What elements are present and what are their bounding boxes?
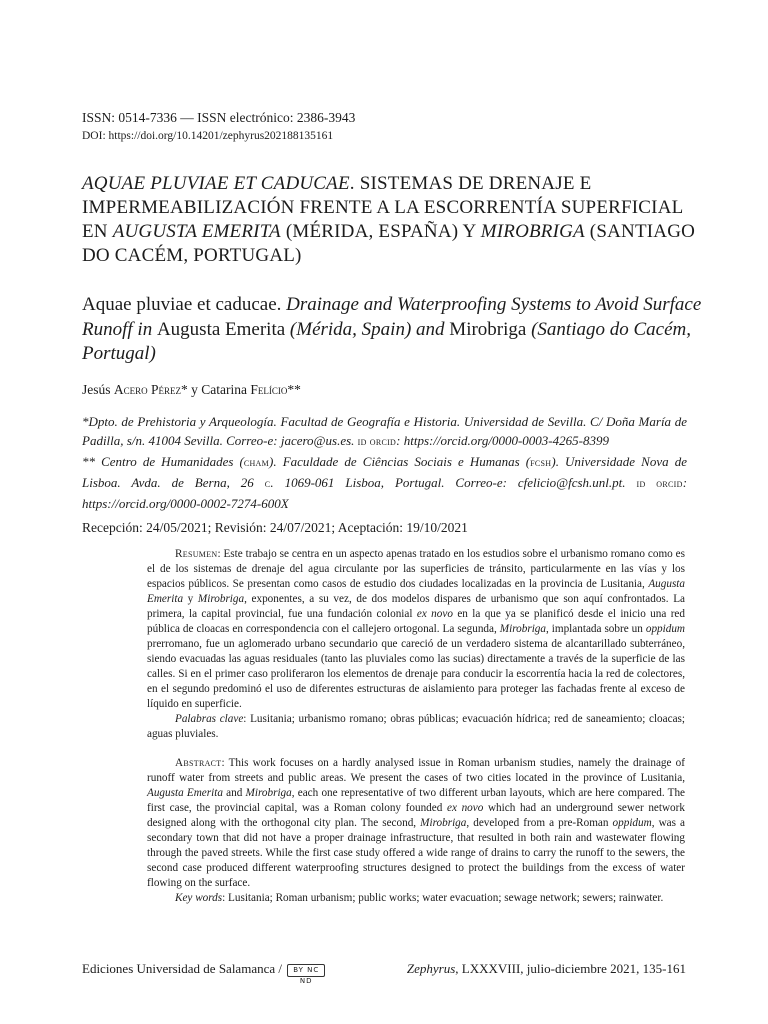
- abstract-paragraph: [147, 756, 685, 891]
- title-en-part: (Santiago do Cacém, Portugal): [82, 318, 691, 364]
- spanish-title: [82, 172, 702, 268]
- resumen-text: en la que ya se planificó desde el inicio una red pública de cloacas en correspondencia con el callejero ortogonal. La segunda,: [147, 608, 685, 635]
- author1-first: Jesús: [82, 382, 114, 397]
- palabras-clave-heading: Palabras clave: [175, 713, 244, 725]
- abstract-italic: oppidum: [612, 817, 652, 829]
- affiliation-2-text: ). Faculdade de Ciências Sociais e Humanas (: [269, 454, 531, 469]
- title-es-latin: AQUAE PLUVIAE ET CADUCAE: [82, 173, 350, 194]
- abstract-heading: Abstract: [175, 757, 222, 769]
- title-es-city2: MIROBRIGA: [480, 221, 585, 242]
- english-title: [82, 293, 702, 367]
- publisher-footer: [82, 961, 325, 985]
- publisher-name: Ediciones Universidad de Salamanca /: [82, 961, 286, 976]
- resumen-text: : Este trabajo se centra en un aspecto apenas tratado en los estudios sobre el urbanismo romano como es el de los sistemas de drenaje del agua circulante por las superficies de tránsito, particularmente en las vías y los espacios públicos. Se presentan como casos de estudio dos ciudades localizadas en la provincia de Lusitania,: [147, 548, 685, 590]
- title-en-part: Drainage and Waterproofing Systems to Avoid Surface Runoff in: [82, 294, 702, 340]
- palabras-clave: [147, 712, 685, 742]
- abstracts: [147, 547, 685, 906]
- key-words-heading: Key words: [175, 892, 223, 904]
- abstract-text: : This work focuses on a hardly analysed issue in Roman urbanism studies, namely the drainage of runoff water from streets and public areas. We present the cases of two cities located in the province of Lusitania,: [147, 757, 685, 784]
- abstract-italic: Mirobriga: [420, 817, 467, 829]
- resumen-paragraph: [147, 547, 685, 712]
- title-en-latin: Aquae pluviae et caducae.: [82, 294, 287, 315]
- affiliation-2-abbr: c: [264, 478, 271, 490]
- author-separator: * y Catarina: [181, 382, 251, 397]
- resumen-italic: Mirobriga: [499, 623, 546, 635]
- abstract-italic: Augusta Emerita: [147, 787, 223, 799]
- resumen-italic: Augusta Emerita: [147, 578, 685, 605]
- submission-dates: Recepción: 24/05/2021; Revisión: 24/07/2021; Aceptación: 19/10/2021: [82, 520, 468, 535]
- title-en-city2: Mirobriga: [449, 318, 532, 340]
- title-en-city1: Augusta Emerita: [156, 318, 290, 340]
- abstract-text: which had an underground sewer network designed along with the orthogonal city plan. The second,: [147, 802, 685, 829]
- abstract-text: , each one representative of two different urban layouts, which are here compared. The first case, the provincial capital, was a Roman colony founded: [147, 787, 686, 814]
- title-es-part: . SISTEMAS DE DRENAJE E IMPERMEABILIZACIÓN FRENTE A LA ESCORRENTÍA SUPERFICIAL EN: [82, 173, 683, 242]
- doi-line[interactable]: DOI: https://doi.org/10.14201/zephyrus202188135161: [82, 130, 334, 142]
- resumen-text: prerromano, fue un aglomerado urbano secundario que careció de un verdadero sistema de alcantarillado subterráneo, siendo evacuadas las aguas residuales (tanto las pluviales como las sucias) directamente a través de la superficie de las calles. Si en el primer caso proliferaron los elementos de drenaje para conducir la escorrentía hacia la red de colectores, en el segundo predominó el uso de diferentes estructuras de aislamiento para proteger las fachadas frente al exceso de líquido en superficie.: [147, 638, 685, 710]
- affiliation-2-text: . 1069-061 Lisboa, Portugal. Correo-e: cfelicio@fcsh.unl.pt.: [270, 475, 637, 490]
- affiliation-2: [82, 452, 687, 513]
- resumen-heading: Resumen: [175, 548, 218, 560]
- affiliation-2-text: ). Universidade Nova de Lisboa. Avda. de Berna, 26: [82, 454, 687, 490]
- resumen-italic: Mirobriga: [197, 593, 245, 605]
- affiliation-1-text: *Dpto. de Prehistoria y Arqueología. Facultad de Geografía e Historia. Universidad de Sevilla. C/ Doña María de Padilla, s/n. 41004 Sevilla. Correo-e: jacero@us.es.: [82, 414, 687, 448]
- key-words: [147, 891, 685, 906]
- journal-footer: [407, 961, 686, 977]
- affiliation-2-text: ** Centro de Humanidades (: [82, 454, 244, 469]
- title-es-part: (MÉRIDA, ESPAÑA) Y: [280, 221, 481, 242]
- abstract-text: and: [222, 787, 246, 799]
- palabras-clave-text: : Lusitania; urbanismo romano; obras públicas; evacuación hídrica; red de saneamiento; cloacas; aguas pluviales.: [147, 713, 686, 740]
- journal-name: Zephyrus: [406, 961, 456, 976]
- abstract-italic: Mirobriga: [245, 787, 292, 799]
- orcid-label: id orcid: [636, 478, 683, 490]
- orcid-label: id orcid: [357, 436, 397, 448]
- author2-mark: **: [287, 382, 301, 397]
- title-en-part: (Mérida, Spain) and: [289, 318, 450, 340]
- author2-last: Felício: [250, 382, 288, 397]
- authors-line: [82, 382, 301, 398]
- journal-citation: , LXXXVIII, julio-diciembre 2021, 135-161: [455, 961, 686, 976]
- affiliation-1: [82, 412, 687, 452]
- spacer: [147, 742, 685, 756]
- author1-last: Acero Pérez: [113, 382, 182, 397]
- resumen-text: y: [183, 593, 198, 605]
- title-es-city1: AUGUSTA EMERITA: [112, 221, 281, 242]
- abstract-italic: ex novo: [446, 802, 484, 814]
- affiliation-2-abbr: fcsh: [530, 457, 552, 469]
- affiliation-2-abbr: cham: [243, 457, 270, 469]
- title-es-part: (SANTIAGO DO CACÉM, PORTUGAL): [82, 221, 696, 266]
- resumen-italic: oppidum: [645, 623, 686, 635]
- key-words-text: : Lusitania; Roman urbanism; public works; water evacuation; sewage network; sewers; rainwater.: [222, 892, 664, 904]
- abstract-text: , developed from a pre-Roman: [466, 817, 613, 829]
- abstract-text: , was a secondary town that did not have a proper drainage infrastructure, that resulted in both rain and wastewater flowing through the paved streets. While the first case study offered a wide range of drains to carry the runoff to the sewers, the second case produced different waterproofing structures designed to protect the buildings from the excess of water flowing on the surface.: [147, 817, 686, 889]
- affiliations: [82, 412, 687, 513]
- resumen-italic: ex novo: [416, 608, 453, 620]
- resumen-text: , implantada sobre un: [545, 623, 646, 635]
- resumen-text: , exponentes, a su vez, de dos modelos dispares de urbanismo que son aquí confrontados. La primera, la capital provincial, fue una fundación colonial: [147, 593, 686, 620]
- issn-line: ISSN: 0514-7336 — ISSN electrónico: 2386-3943: [82, 110, 356, 125]
- orcid-link-1[interactable]: : https://orcid.org/0000-0003-4265-8399: [396, 433, 609, 448]
- orcid-link-2[interactable]: : https://orcid.org/0000-0002-7274-600X: [82, 475, 688, 511]
- cc-license-icon[interactable]: BY NC ND: [287, 964, 325, 977]
